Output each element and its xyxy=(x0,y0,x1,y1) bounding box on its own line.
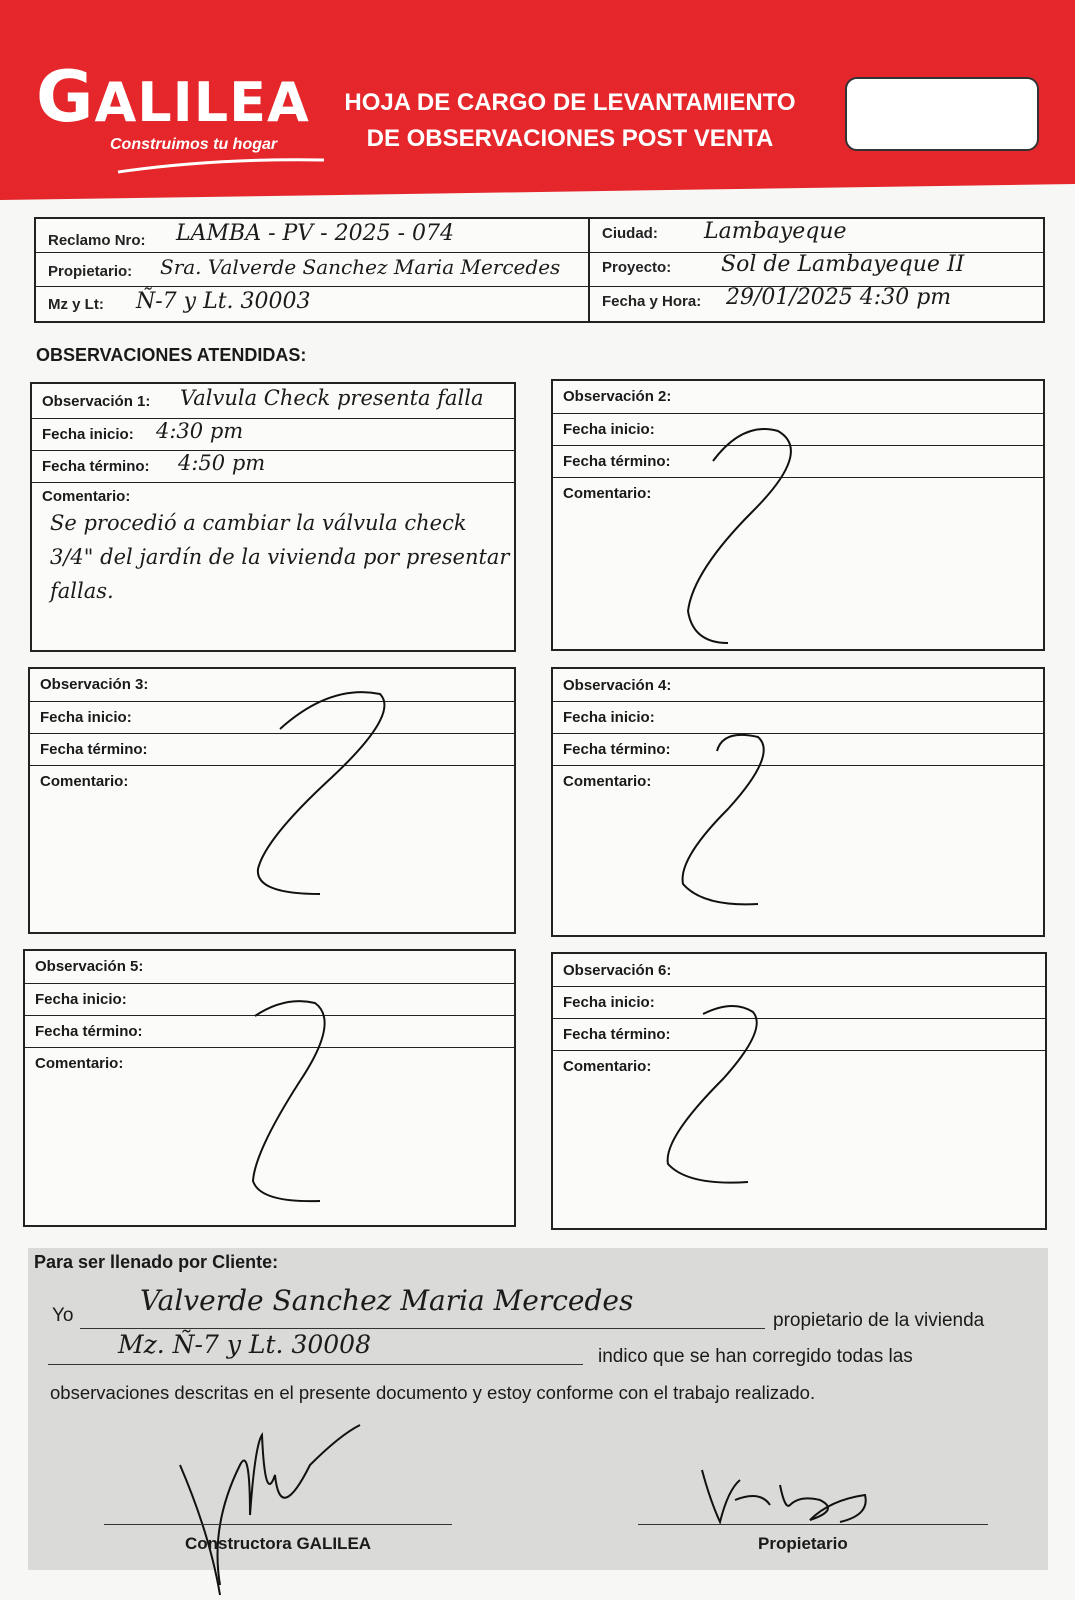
observation-box-3 xyxy=(28,667,516,934)
logo-slogan: Construimos tu hogar xyxy=(110,136,278,153)
obs2-termino-label: Fecha término: xyxy=(563,453,671,470)
client-text-2: indico que se han corregido todas las xyxy=(598,1346,913,1367)
obs6-termino-label: Fecha término: xyxy=(563,1026,671,1043)
mzlt-value: Ñ-7 y Lt. 30003 xyxy=(136,289,311,314)
observaciones-title: OBSERVACIONES ATENDIDAS: xyxy=(36,345,307,365)
obs1-termino-label: Fecha término: xyxy=(42,458,150,475)
mzlt-label: Mz y Lt: xyxy=(48,296,104,313)
obs3-comentario-label: Comentario: xyxy=(40,773,129,790)
obs2-label: Observación 2: xyxy=(563,388,672,405)
yo-label: Yo xyxy=(52,1305,74,1326)
client-section-title: Para ser llenado por Cliente: xyxy=(34,1252,279,1272)
proyecto-value: Sol de Lambayeque II xyxy=(721,252,965,277)
obs1-line-3 xyxy=(32,482,514,483)
observation-box-4 xyxy=(551,667,1045,937)
obs3-cancel-stroke-icon xyxy=(30,669,518,936)
obs1-comentario-value: Se procedió a cambiar la válvula check 3/4" del jardín de la vivienda por presentar fallas. xyxy=(50,511,510,603)
obs4-inicio-label: Fecha inicio: xyxy=(563,709,655,726)
galilea-logo xyxy=(36,56,310,182)
obs1-inicio-value: 4:30 pm xyxy=(156,419,244,443)
proyecto-label: Proyecto: xyxy=(602,259,672,276)
obs5-termino-label: Fecha término: xyxy=(35,1023,143,1040)
obs6-inicio-label: Fecha inicio: xyxy=(563,994,655,1011)
title-line-1: HOJA DE CARGO DE LEVANTAMIENTO xyxy=(344,89,796,116)
obs2-cancel-stroke-icon xyxy=(553,381,1047,653)
obs1-comentario-label: Comentario: xyxy=(42,488,131,505)
address-underline xyxy=(48,1364,583,1365)
logo-wordmark xyxy=(36,56,310,138)
propietario-label: Propietario: xyxy=(48,263,133,280)
constructora-signature-line xyxy=(104,1524,452,1525)
ciudad-label: Ciudad: xyxy=(602,225,658,242)
client-text-3: observaciones descritas en el presente documento y estoy conforme con el trabajo realizado. xyxy=(50,1382,816,1403)
reclamo-label: Reclamo Nro: xyxy=(48,232,146,249)
obs5-cancel-stroke-icon xyxy=(25,951,518,1229)
propietario-label: Propietario xyxy=(758,1534,848,1553)
obs4-cancel-stroke-icon xyxy=(553,669,1047,939)
obs1-line-2 xyxy=(32,450,514,451)
obs1-inicio-label: Fecha inicio: xyxy=(42,426,134,443)
yo-underline xyxy=(80,1328,765,1329)
obs4-termino-label: Fecha término: xyxy=(563,741,671,758)
propietario-value: Sra. Valverde Sanchez Maria Mercedes xyxy=(160,255,561,279)
obs6-cancel-stroke-icon xyxy=(553,954,1049,1232)
obs4-comentario-label: Comentario: xyxy=(563,773,652,790)
obs6-label: Observación 6: xyxy=(563,962,672,979)
obs3-inicio-label: Fecha inicio: xyxy=(40,709,132,726)
fecha-value: 29/01/2025 4:30 pm xyxy=(726,285,952,310)
code-box xyxy=(845,77,1039,151)
obs1-value: Valvula Check presenta falla xyxy=(180,386,484,410)
title-line-2: DE OBSERVACIONES POST VENTA xyxy=(366,125,774,152)
constructora-label: Constructora GALILEA xyxy=(185,1534,372,1553)
logo-letter: G xyxy=(36,56,95,138)
observation-box-2 xyxy=(551,379,1045,651)
obs2-comentario-label: Comentario: xyxy=(563,485,652,502)
client-text-1: propietario de la vivienda xyxy=(773,1310,985,1331)
obs6-comentario-label: Comentario: xyxy=(563,1058,652,1075)
obs2-inicio-label: Fecha inicio: xyxy=(563,421,655,438)
obs3-termino-label: Fecha término: xyxy=(40,741,148,758)
obs1-termino-value: 4:50 pm xyxy=(178,451,266,475)
propietario-signature-icon xyxy=(690,1460,890,1530)
observation-box-5 xyxy=(23,949,516,1227)
obs5-inicio-label: Fecha inicio: xyxy=(35,991,127,1008)
logo-swoosh-icon xyxy=(116,154,326,176)
logo-rest: ALILEA xyxy=(94,71,310,134)
constructora-signature-icon xyxy=(150,1405,370,1600)
reclamo-value: LAMBA - PV - 2025 - 074 xyxy=(176,221,455,246)
claim-info-table xyxy=(34,217,1045,323)
obs5-label: Observación 5: xyxy=(35,958,144,975)
document-title xyxy=(330,85,810,157)
ciudad-value: Lambayeque xyxy=(704,219,847,244)
obs3-label: Observación 3: xyxy=(40,676,149,693)
info-divider xyxy=(588,219,590,321)
propietario-signature-line xyxy=(638,1524,988,1525)
obs5-comentario-label: Comentario: xyxy=(35,1055,124,1072)
obs1-line-1 xyxy=(32,418,514,419)
observation-box-1 xyxy=(30,382,516,652)
obs4-label: Observación 4: xyxy=(563,677,672,694)
observation-box-6 xyxy=(551,952,1047,1230)
yo-value: Valverde Sanchez Maria Mercedes xyxy=(140,1284,634,1317)
obs1-label: Observación 1: xyxy=(42,393,151,410)
address-value: Mz. Ñ-7 y Lt. 30008 xyxy=(118,1330,371,1359)
fecha-label: Fecha y Hora: xyxy=(602,293,702,310)
